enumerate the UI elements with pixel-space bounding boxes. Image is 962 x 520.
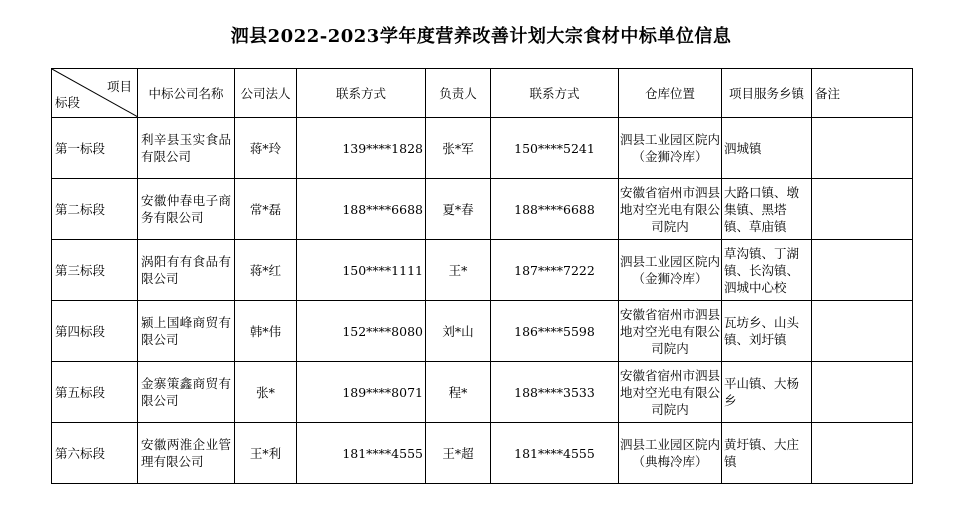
cell-phone-1: 189****8071	[297, 362, 426, 423]
cell-note	[812, 423, 913, 484]
table-row	[52, 240, 913, 301]
table-row	[52, 362, 913, 423]
cell-legal: 蒋*红	[235, 240, 297, 301]
header-legal: 公司法人	[235, 69, 297, 118]
cell-warehouse: 安徽省宿州市泗县地对空光电有限公司院内	[619, 301, 722, 362]
bid-table	[51, 68, 913, 484]
cell-phone-1: 152****8080	[297, 301, 426, 362]
cell-legal: 蒋*玲	[235, 118, 297, 179]
cell-person: 夏*春	[426, 179, 491, 240]
cell-company: 涡阳有有食品有限公司	[138, 240, 235, 301]
cell-note	[812, 118, 913, 179]
cell-legal: 韩*伟	[235, 301, 297, 362]
cell-note	[812, 362, 913, 423]
header-person: 负责人	[426, 69, 491, 118]
header-note: 备注	[812, 69, 913, 118]
cell-phone-2: 188****6688	[491, 179, 619, 240]
cell-warehouse: 泗县工业园区院内（金狮冷库）	[619, 118, 722, 179]
cell-phone-1: 188****6688	[297, 179, 426, 240]
cell-towns: 泗城镇	[722, 118, 812, 179]
header-towns: 项目服务乡镇	[722, 69, 812, 118]
cell-legal: 王*利	[235, 423, 297, 484]
cell-note	[812, 179, 913, 240]
cell-person: 张*军	[426, 118, 491, 179]
cell-note	[812, 301, 913, 362]
cell-person: 刘*山	[426, 301, 491, 362]
table-row	[52, 423, 913, 484]
header-row	[52, 69, 913, 118]
cell-towns: 瓦坊乡、山头镇、刘圩镇	[722, 301, 812, 362]
header-project-label: 项目	[106, 79, 132, 94]
cell-section: 第二标段	[52, 179, 138, 240]
cell-warehouse: 泗县工业园区院内（金狮冷库）	[619, 240, 722, 301]
cell-warehouse: 安徽省宿州市泗县地对空光电有限公司院内	[619, 362, 722, 423]
header-company: 中标公司名称	[138, 69, 235, 118]
cell-section: 第六标段	[52, 423, 138, 484]
cell-phone-2: 186****5598	[491, 301, 619, 362]
cell-towns: 平山镇、大杨乡	[722, 362, 812, 423]
cell-company: 安徽两淮企业管理有限公司	[138, 423, 235, 484]
cell-company: 金寨策鑫商贸有限公司	[138, 362, 235, 423]
cell-note	[812, 240, 913, 301]
cell-section: 第三标段	[52, 240, 138, 301]
cell-person: 王*	[426, 240, 491, 301]
cell-towns: 大路口镇、墩集镇、黑塔镇、草庙镇	[722, 179, 812, 240]
cell-company: 安徽仲春电子商务有限公司	[138, 179, 235, 240]
cell-phone-2: 181****4555	[491, 423, 619, 484]
cell-person: 程*	[426, 362, 491, 423]
cell-company: 利辛县玉实食品有限公司	[138, 118, 235, 179]
cell-phone-1: 150****1111	[297, 240, 426, 301]
header-contact-2: 联系方式	[491, 69, 619, 118]
cell-section: 第四标段	[52, 301, 138, 362]
cell-warehouse: 安徽省宿州市泗县地对空光电有限公司院内	[619, 179, 722, 240]
cell-section: 第五标段	[52, 362, 138, 423]
cell-towns: 草沟镇、丁湖镇、长沟镇、泗城中心校	[722, 240, 812, 301]
cell-legal: 常*磊	[235, 179, 297, 240]
cell-company: 颍上国峰商贸有限公司	[138, 301, 235, 362]
cell-person: 王*超	[426, 423, 491, 484]
cell-legal: 张*	[235, 362, 297, 423]
header-contact-1: 联系方式	[297, 69, 426, 118]
cell-section: 第一标段	[52, 118, 138, 179]
table-row	[52, 179, 913, 240]
cell-phone-1: 181****4555	[297, 423, 426, 484]
header-section-label: 标段	[55, 95, 81, 110]
table-row	[52, 118, 913, 179]
page-title: 泗县2022-2023学年度营养改善计划大宗食材中标单位信息	[230, 26, 732, 47]
cell-towns: 黄圩镇、大庄镇	[722, 423, 812, 484]
cell-phone-2: 187****7222	[491, 240, 619, 301]
cell-phone-2: 188****3533	[491, 362, 619, 423]
cell-warehouse: 泗县工业园区院内（典梅冷库）	[619, 423, 722, 484]
cell-phone-1: 139****1828	[297, 118, 426, 179]
table-row	[52, 301, 913, 362]
header-warehouse: 仓库位置	[619, 69, 722, 118]
header-diagonal-cell	[52, 69, 138, 118]
cell-phone-2: 150****5241	[491, 118, 619, 179]
